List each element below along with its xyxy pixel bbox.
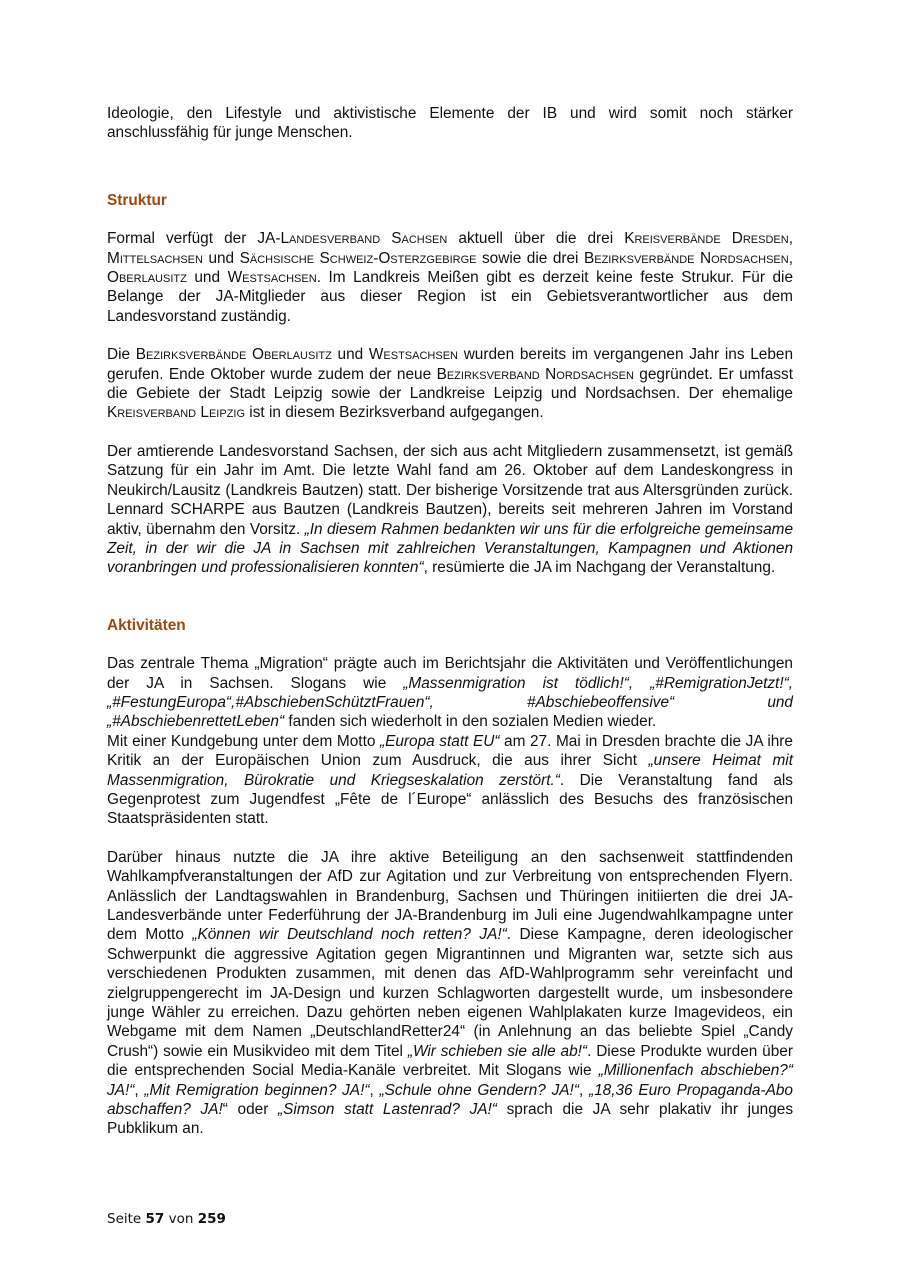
- section-heading-aktivitaeten: Aktivitäten: [107, 616, 186, 634]
- aktivitaeten-paragraph-2: Darüber hinaus nutzte die JA ihre aktive Beteiligung an den sachsenweit stattfindenden Wahlkampfveranstaltungen der AfD zur Agitation und zur Verbreitung von entsprechenden Flyern. Anlässlich der Landtagswahlen in Brandenburg, Sachsen und Thüringen initiierten die drei JA-Landesverbände unter Federführung der JA-Brandenburg im Juli eine Jugendwahlkampagne unter dem Motto „Können wir Deutschland noch retten? JA!“. Diese Kampagne, deren ideologischer Schwerpunkt die aggressive Agitation gegen Migrantinnen und Migranten war, setzte sich aus verschiedenen Produkten zusammen, mit denen das AfD-Wahlprogramm sehr vereinfacht und zielgruppengerecht im JA-Design und kurzen Schlagworten dargestellt wurde, um insbesondere junge Wähler zu erreichen. Dazu gehörten neben eigenen Wahlplakaten kurze Imagevideos, ein Webgame mit dem Namen „DeutschlandRetter24“ (in Anlehnung an das beliebte Spiel „Candy Crush“) sowie ein Musikvideo mit dem Titel „Wir schieben sie alle ab!“. Diese Produkte wurden über die entsprechenden Social Media-Kanäle verbreitet. Mit Slogans wie „Millionenfach abschieben?“ JA!“, „Mit Remigration beginnen? JA!“, „Schule ohne Gendern? JA!“, „18,36 Euro Propaganda-Abo abschaffen? JA!“ oder „Simson statt Lastenrad? JA!“ sprach die JA sehr plakativ ihr junges Pubklikum an.: [107, 848, 794, 1138]
- aktivitaeten-paragraph-1: Das zentrale Thema „Migration“ prägte auch im Berichtsjahr die Aktivitäten und Veröffentlichungen der JA in Sachsen. Slogans wie „Massenmigration ist tödlich!“, „#RemigrationJetzt!“, „#FestungEuropa“,#AbschiebenSchütztFrauen“, #Abschiebeoffensive“ und „#AbschiebenrettetLeben“ fanden sich wiederholt in den sozialen Medien wieder.: [107, 655, 793, 731]
- total-page-count: 259: [197, 1211, 226, 1227]
- struktur-paragraph-1: Formal verfügt der JA-Landesverband Sachsen aktuell über die drei Kreisverbände Dresden, Mittelsachsen und Sächsische Schweiz-Osterzgebirge sowie die drei Bezirksverbände Nordsachsen, Oberlausitz und Westsachsen. Im Landkreis Meißen gibt es derzeit keine feste Strukur. Für die Belange der JA-Mitglieder aus dieser Region ist ein Gebietsverantwortlicher aus dem Landesvorstand zuständig.: [107, 230, 794, 325]
- section-heading-struktur: Struktur: [107, 191, 167, 209]
- struktur-paragraph-3: Der amtierende Landesvorstand Sachsen, der sich aus acht Mitgliedern zusammensetzt, ist gemäß Satzung für ein Jahr im Amt. Die letzte Wahl fand am 26. Oktober auf dem Landeskongress in Neukirch/Lausitz (Landkreis Bautzen) statt. Der bisherige Vorsitzende trat aus Altersgründen zurück. Lennard SCHARPE aus Bautzen (Landkreis Bautzen), bereits seit mehreren Jahren im Vorstand aktiv, übernahm den Vorsitz. „In diesem Rahmen bedankten wir uns für die erfolgreiche gemeinsame Zeit, in der wir die JA in Sachsen mit zahlreichen Veranstaltungen, Kampagnen und Aktionen voranbringen und professionalisieren konnten“, resümierte die JA im Nachgang der Veranstaltung.: [107, 442, 794, 577]
- intro-paragraph: Ideologie, den Lifestyle und aktivistische Elemente der IB und wird somit noch stärker anschlussfähig für junge Menschen.: [107, 105, 793, 142]
- document-page: [107, 104, 793, 1139]
- current-page-number: 57: [145, 1211, 165, 1227]
- aktivitaeten-paragraph-1b: Mit einer Kundgebung unter dem Motto „Europa statt EU“ am 27. Mai in Dresden brachte die JA ihre Kritik an der Europäischen Union zum Ausdruck, die aus ihrer Sicht „unsere Heimat mit Massenmigration, Bürokratie und Kriegseskalation zerstört.“. Die Veranstaltung fand als Gegenprotest zum Jugendfest „Fête de l´Europe“ anlässlich des Besuchs des französischen Staatspräsidenten statt.: [107, 732, 793, 828]
- page-footer: Seite 57 von 259: [107, 1211, 226, 1227]
- struktur-paragraph-2: Die Bezirksverbände Oberlausitz und Westsachsen wurden bereits im vergangenen Jahr ins Leben gerufen. Ende Oktober wurde zudem der neue Bezirksverband Nordsachsen gegründet. Er umfasst die Gebiete der Stadt Leipzig sowie der Landkreise Leipzig und Nordsachsen. Der ehemalige Kreisverband Leipzig ist in diesem Bezirksverband aufgegangen.: [107, 346, 794, 422]
